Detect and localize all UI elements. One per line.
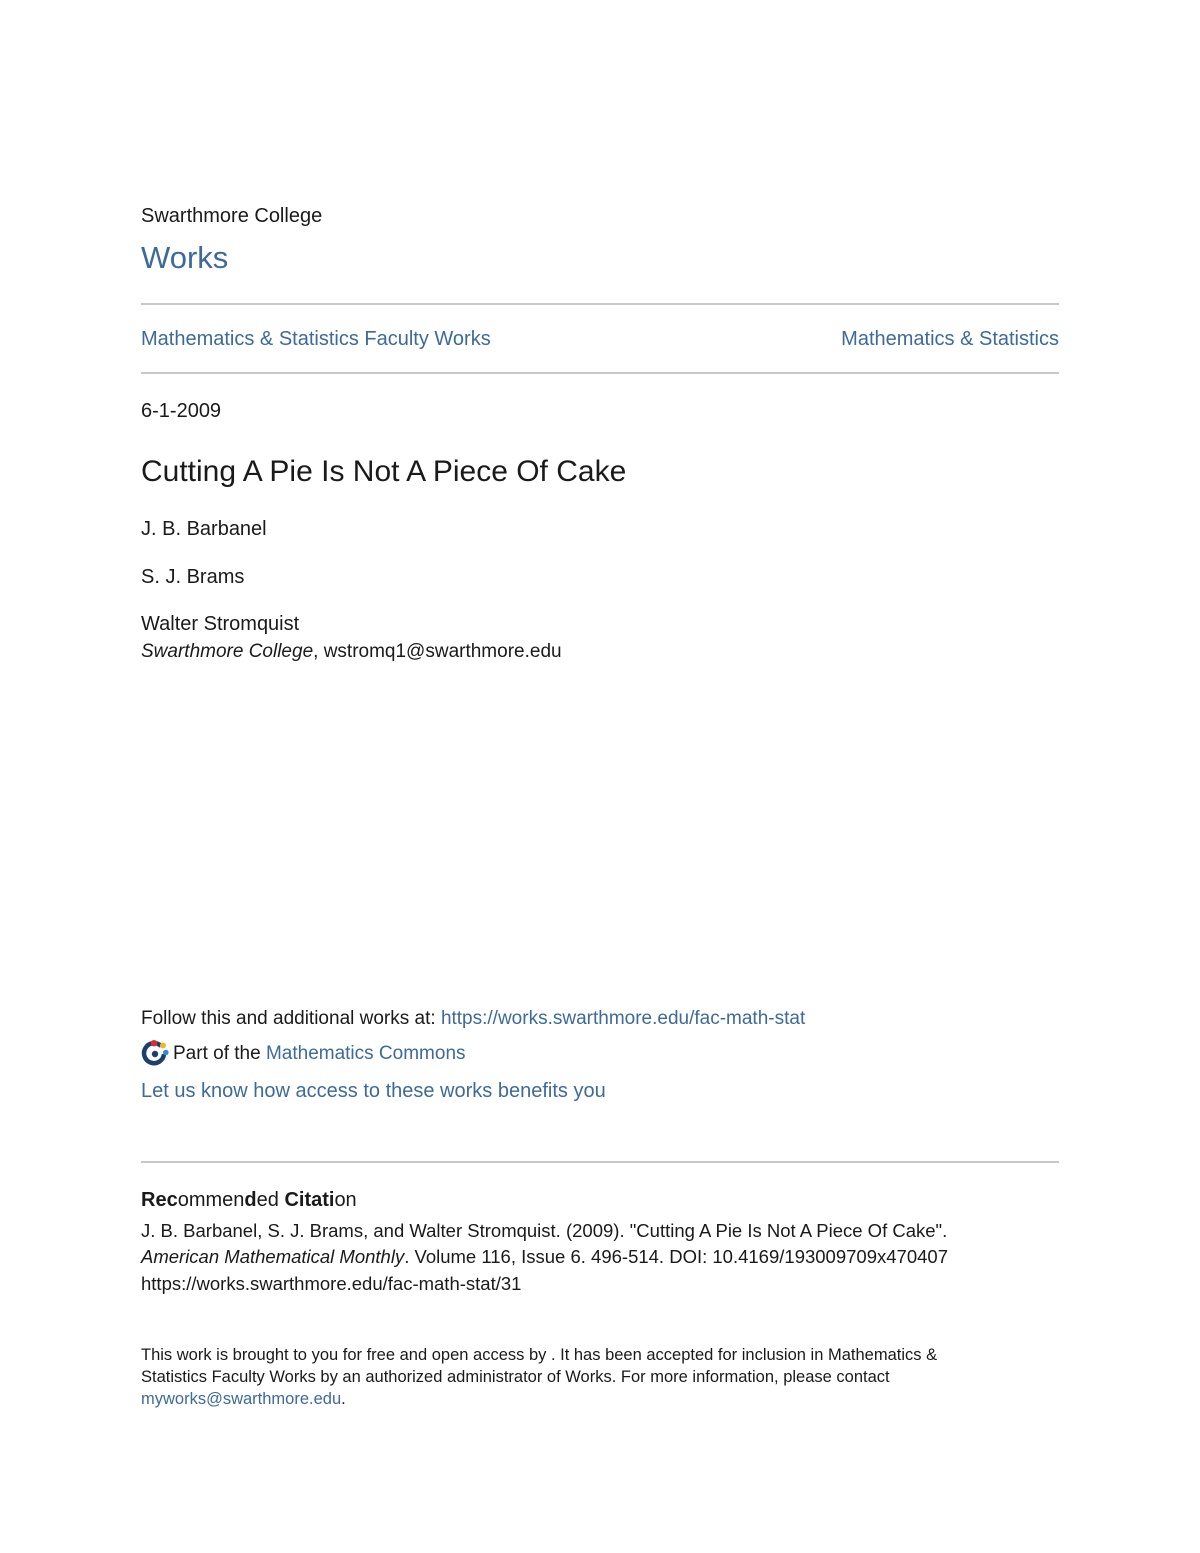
repository-link[interactable]: Works xyxy=(141,240,229,275)
contact-email-link[interactable]: myworks@swarthmore.edu xyxy=(141,1390,342,1408)
notice-end: . xyxy=(341,1390,346,1408)
author-affiliation xyxy=(141,641,562,663)
mathematics-commons-link[interactable]: Mathematics Commons xyxy=(265,1043,466,1064)
author-name: Walter Stromquist xyxy=(141,613,300,635)
follow-prefix: Follow this and additional works at: xyxy=(141,1008,436,1029)
heading-part: Citati xyxy=(284,1189,335,1211)
author-email: wstromq1@swarthmore.edu xyxy=(323,641,562,662)
citation-line: J. B. Barbanel, S. J. Brams, and Walter Stromquist. (2009). "Cutting A Pie Is Not A Piece Of Cake". xyxy=(141,1220,948,1241)
citation-details: . Volume 116, Issue 6. 496-514. DOI: 10.4169/193009709x470407 xyxy=(404,1246,948,1267)
author-name: J. B. Barbanel xyxy=(141,518,267,540)
institution-name: Swarthmore College xyxy=(141,205,323,227)
notice-line: Statistics Faculty Works by an authorized administrator of Works. For more information, please contact xyxy=(141,1368,890,1386)
feedback-link[interactable]: Let us know how access to these works benefits you xyxy=(141,1080,606,1102)
notice-line: This work is brought to you for free and open access by . It has been accepted for inclusion in Mathematics & xyxy=(141,1346,938,1364)
author-name: S. J. Brams xyxy=(141,566,245,588)
series-link[interactable]: Mathematics & Statistics Faculty Works xyxy=(141,328,491,350)
divider xyxy=(141,1161,1059,1163)
citation-heading xyxy=(141,1189,357,1212)
digital-commons-network-icon xyxy=(141,1040,169,1068)
collection-url-link[interactable]: https://works.swarthmore.edu/fac-math-stat xyxy=(440,1008,806,1029)
citation-url: https://works.swarthmore.edu/fac-math-stat/31 xyxy=(141,1273,522,1294)
divider xyxy=(141,372,1059,374)
notice-line xyxy=(141,1390,346,1409)
heading-part: Rec xyxy=(141,1189,178,1211)
affiliation-separator: , xyxy=(313,641,319,662)
journal-name: American Mathematical Monthly xyxy=(141,1246,405,1267)
citation-line xyxy=(141,1246,948,1268)
part-of-prefix: Part of the xyxy=(173,1043,261,1064)
publication-date: 6-1-2009 xyxy=(141,400,222,422)
heading-part: on xyxy=(334,1189,357,1211)
part-of-line xyxy=(141,1040,466,1068)
heading-part: ommen xyxy=(177,1189,245,1211)
department-link[interactable]: Mathematics & Statistics xyxy=(841,328,1059,350)
article-title: Cutting A Pie Is Not A Piece Of Cake xyxy=(141,455,627,488)
affiliation-name: Swarthmore College xyxy=(141,641,314,662)
heading-part: d xyxy=(244,1189,257,1211)
follow-line xyxy=(141,1008,805,1030)
heading-part: ed xyxy=(256,1189,285,1211)
divider xyxy=(141,303,1059,305)
